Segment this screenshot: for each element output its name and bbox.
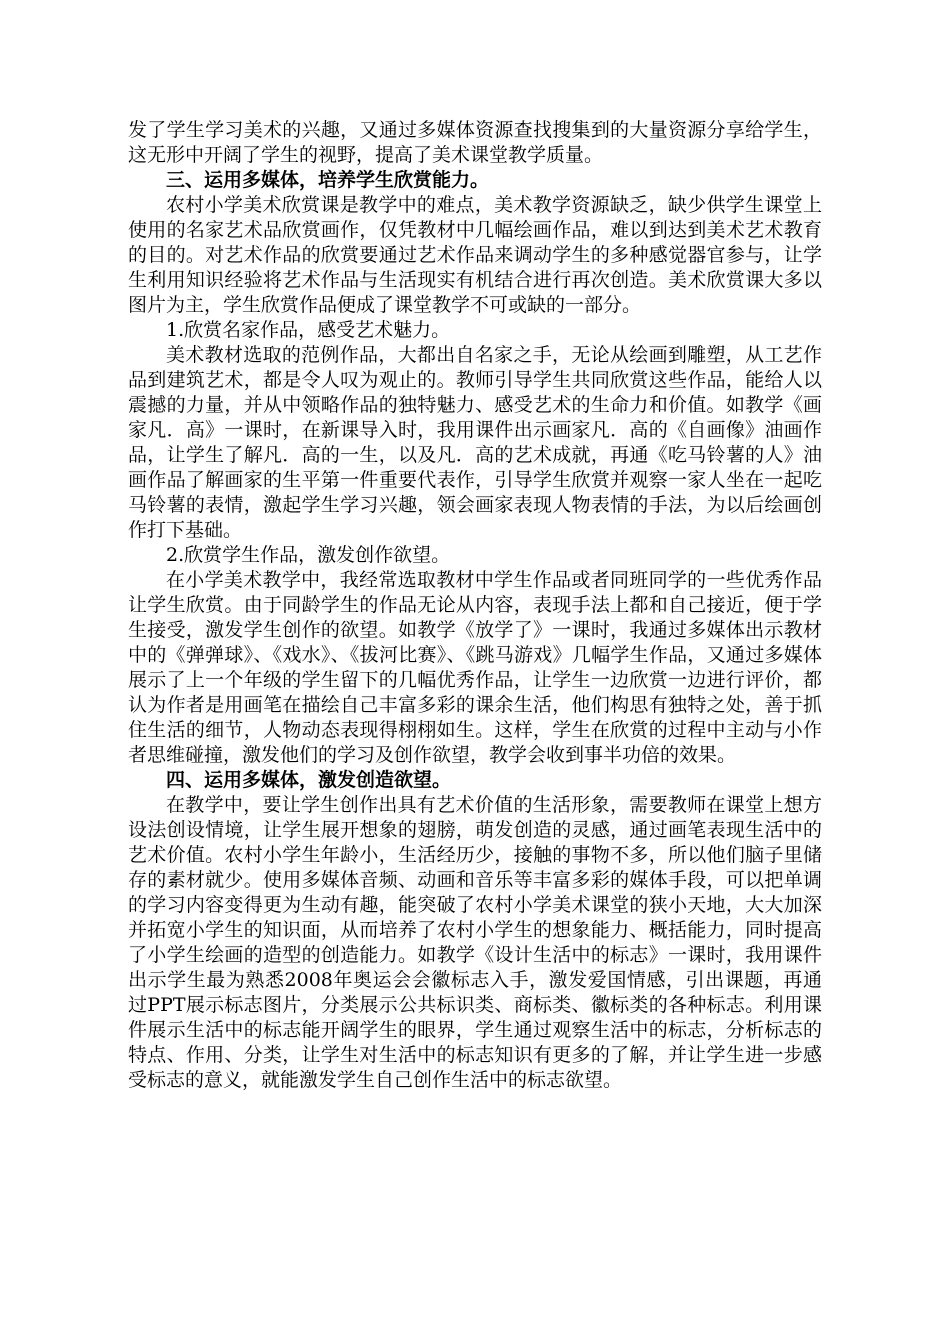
paragraph: 在教学中，要让学生创作出具有艺术价值的生活形象，需要教师在课堂上想方设法创设情境，让学生展开想象的翅膀，萌发创造的灵感，通过画笔表现生活中的艺术价值。农村小学生年龄小，生活经历少，接触的事物不多，所以他们脑子里储存的素材就少。使用多媒体音频、动画和音乐等丰富多彩的媒体手段，可以把单调的学习内容变得更为生动有趣，能突破了农村小学美术课堂的狭小天地，大大加深并拓宽小学生的知识面，从而培养了农村小学生的想象能力、概括能力，同时提高了小学生绘画的造型的创造能力。如教学《设计生活中的标志》一课时，我用课件出示学生最为熟悉2008年奥运会会徽标志入手，激发爱国情感，引出课题，再通过PPT展示标志图片，分类展示公共标识类、商标类、徽标类的各种标志。利用课件展示生活中的标志能开阔学生的眼界，学生通过观察生活中的标志，分析标志的特点、作用、分类，让学生对生活中的标志知识有更多的了解，并让学生进一步感受标志的意义，就能激发学生自己创作生活中的标志欲望。: [128, 794, 822, 1091]
section-heading-4: 四、运用多媒体，激发创造欲望。: [166, 769, 452, 791]
document-body: [128, 118, 822, 1093]
subheading-2: 2.欣赏学生作品，激发创作欲望。: [166, 544, 451, 566]
paragraph: 农村小学美术欣赏课是教学中的难点，美术教学资源缺乏，缺少供学生课堂上使用的名家艺术品欣赏画作，仅凭教材中几幅绘画作品，难以到达到美术艺术教育的目的。对艺术作品的欣赏要通过艺术作品来调动学生的多种感觉器官参与，让学生利用知识经验将艺术作品与生活现实有机结合进行再次创造。美术欣赏课大多以图片为主，学生欣赏作品便成了课堂教学不可或缺的一部分。: [128, 194, 822, 316]
paragraph: 美术教材选取的范例作品，大都出自名家之手，无论从绘画到雕塑，从工艺作品到建筑艺术，都是令人叹为观止的。教师引导学生共同欣赏这些作品，能给人以震撼的力量，并从中领略作品的独特魅力、感受艺术的生命力和价值。如教学《画家凡．高》一课时，在新课导入时，我用课件出示画家凡．高的《自画像》油画作品，让学生了解凡．高的一生，以及凡．高的艺术成就，再通《吃马铃薯的人》油画作品了解画家的生平第一件重要代表作，引导学生欣赏并观察一家人坐在一起吃马铃薯的表情，激起学生学习兴趣，领会画家表现人物表情的手法，为以后绘画创作打下基础。: [128, 344, 822, 541]
paragraph-continued: 发了学生学习美术的兴趣，又通过多媒体资源查找搜集到的大量资源分享给学生，这无形中开阔了学生的视野，提高了美术课堂教学质量。: [128, 119, 822, 166]
section-heading-3: 三、运用多媒体，培养学生欣赏能力。: [166, 169, 490, 191]
paragraph: 在小学美术教学中，我经常选取教材中学生作品或者同班同学的一些优秀作品让学生欣赏。由于同龄学生的作品无论从内容，表现手法上都和自己接近，便于学生接受，激发学生创作的欲望。如教学《放学了》一课时，我通过多媒体出示教材中的《弹弹球》、《戏水》、《拔河比赛》、《跳马游戏》几幅学生作品，又通过多媒体展示了上一个年级的学生留下的几幅优秀作品，让学生一边欣赏一边进行评价，都认为作者是用画笔在描绘自己丰富多彩的课余生活，他们构思有独特之处，善于抓住生活的细节，人物动态表现得栩栩如生。这样，学生在欣赏的过程中主动与小作者思维碰撞，激发他们的学习及创作欲望，教学会收到事半功倍的效果。: [128, 569, 822, 766]
subheading-1: 1.欣赏名家作品，感受艺术魅力。: [166, 319, 451, 341]
